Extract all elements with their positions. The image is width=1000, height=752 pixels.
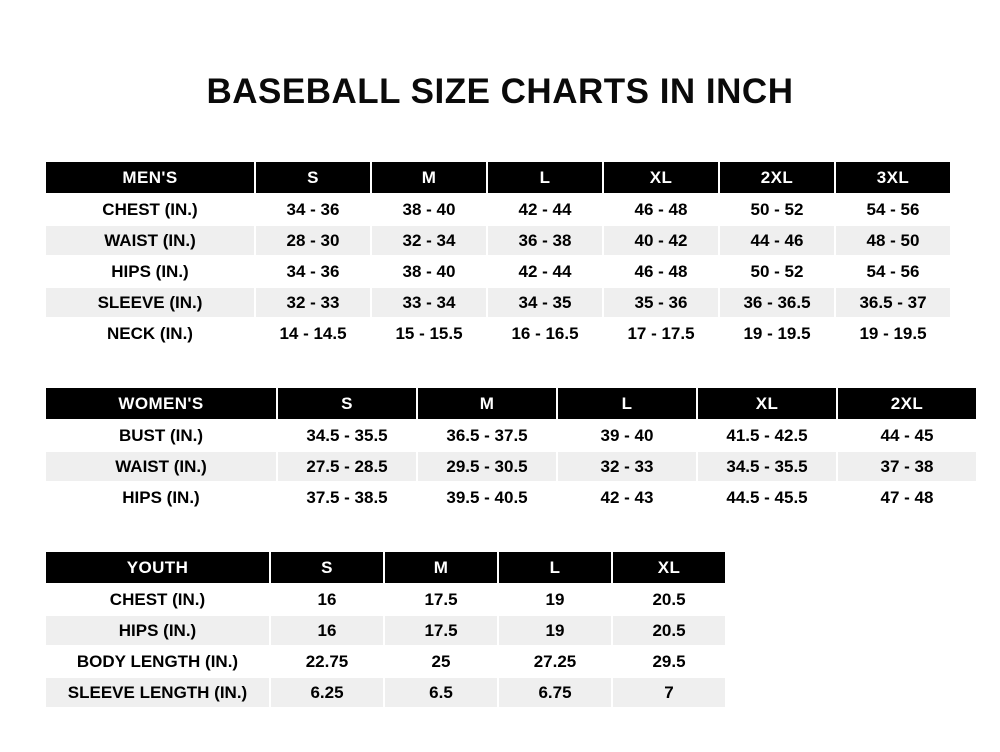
table-cell: 34 - 35	[487, 287, 603, 318]
table-cell: 28 - 30	[255, 225, 371, 256]
row-label: HIPS (IN.)	[45, 482, 277, 513]
row-label: SLEEVE (IN.)	[45, 287, 255, 318]
table-header-row	[45, 551, 726, 584]
table-cell: 37 - 38	[837, 451, 977, 482]
column-header: S	[255, 161, 371, 194]
table-cell: 39.5 - 40.5	[417, 482, 557, 513]
table-cell: 19 - 19.5	[719, 318, 835, 349]
row-label: CHEST (IN.)	[45, 194, 255, 225]
table-cell: 42 - 43	[557, 482, 697, 513]
column-header: XL	[603, 161, 719, 194]
table-cell: 40 - 42	[603, 225, 719, 256]
table-row	[45, 194, 951, 225]
table-cell: 54 - 56	[835, 256, 951, 287]
column-header: L	[487, 161, 603, 194]
table-cell: 41.5 - 42.5	[697, 420, 837, 451]
tables-container	[0, 160, 1000, 709]
table-header-row	[45, 161, 951, 194]
column-header: S	[270, 551, 384, 584]
table-cell: 50 - 52	[719, 256, 835, 287]
womens-size-table	[44, 386, 978, 514]
table-cell: 34 - 36	[255, 194, 371, 225]
table-row	[45, 225, 951, 256]
table-cell: 39 - 40	[557, 420, 697, 451]
table-cell: 25	[384, 646, 498, 677]
column-header: S	[277, 387, 417, 420]
table-cell: 6.75	[498, 677, 612, 708]
table-cell: 44 - 46	[719, 225, 835, 256]
row-label: HIPS (IN.)	[45, 256, 255, 287]
table-row	[45, 677, 726, 708]
row-label: WAIST (IN.)	[45, 225, 255, 256]
row-label: WAIST (IN.)	[45, 451, 277, 482]
mens-table-head	[45, 161, 951, 194]
table-cell: 27.25	[498, 646, 612, 677]
womens-table-body	[45, 420, 977, 513]
table-cell: 29.5	[612, 646, 726, 677]
table-cell: 29.5 - 30.5	[417, 451, 557, 482]
table-row	[45, 420, 977, 451]
table-cell: 6.25	[270, 677, 384, 708]
row-label: BUST (IN.)	[45, 420, 277, 451]
table-cell: 19	[498, 615, 612, 646]
table-cell: 38 - 40	[371, 256, 487, 287]
table-cell: 16	[270, 615, 384, 646]
table-cell: 46 - 48	[603, 194, 719, 225]
table-cell: 42 - 44	[487, 194, 603, 225]
table-cell: 32 - 33	[557, 451, 697, 482]
column-header: M	[384, 551, 498, 584]
table-cell: 38 - 40	[371, 194, 487, 225]
table-cell: 15 - 15.5	[371, 318, 487, 349]
table-cell: 42 - 44	[487, 256, 603, 287]
table-row	[45, 615, 726, 646]
youth-size-table	[44, 550, 727, 709]
column-header: M	[417, 387, 557, 420]
table-cell: 20.5	[612, 615, 726, 646]
row-label: HIPS (IN.)	[45, 615, 270, 646]
table-cell: 36 - 36.5	[719, 287, 835, 318]
table-cell: 32 - 34	[371, 225, 487, 256]
column-header: XL	[697, 387, 837, 420]
table-cell: 34 - 36	[255, 256, 371, 287]
row-label: SLEEVE LENGTH (IN.)	[45, 677, 270, 708]
table-row	[45, 287, 951, 318]
table-cell: 36.5 - 37.5	[417, 420, 557, 451]
table-cell: 35 - 36	[603, 287, 719, 318]
table-cell: 36.5 - 37	[835, 287, 951, 318]
table-cell: 16 - 16.5	[487, 318, 603, 349]
table-row	[45, 482, 977, 513]
table-row	[45, 646, 726, 677]
column-header: XL	[612, 551, 726, 584]
table-cell: 34.5 - 35.5	[697, 451, 837, 482]
table-cell: 36 - 38	[487, 225, 603, 256]
table-cell: 44.5 - 45.5	[697, 482, 837, 513]
mens-size-table	[44, 160, 952, 350]
table-cell: 27.5 - 28.5	[277, 451, 417, 482]
table-cell: 37.5 - 38.5	[277, 482, 417, 513]
row-label: NECK (IN.)	[45, 318, 255, 349]
table-cell: 50 - 52	[719, 194, 835, 225]
table-cell: 17.5	[384, 584, 498, 615]
page-title: BASEBALL SIZE CHARTS IN INCH	[206, 72, 794, 111]
column-header: L	[557, 387, 697, 420]
table-cell: 33 - 34	[371, 287, 487, 318]
table-row	[45, 318, 951, 349]
table-cell: 48 - 50	[835, 225, 951, 256]
womens-table-head	[45, 387, 977, 420]
table-cell: 22.75	[270, 646, 384, 677]
table-cell: 54 - 56	[835, 194, 951, 225]
youth-table-head	[45, 551, 726, 584]
table-cell: 17.5	[384, 615, 498, 646]
table-cell: 19	[498, 584, 612, 615]
table-cell: 17 - 17.5	[603, 318, 719, 349]
column-header: WOMEN'S	[45, 387, 277, 420]
table-row	[45, 584, 726, 615]
youth-table-body	[45, 584, 726, 708]
table-cell: 47 - 48	[837, 482, 977, 513]
table-cell: 44 - 45	[837, 420, 977, 451]
table-cell: 7	[612, 677, 726, 708]
column-header: 2XL	[719, 161, 835, 194]
column-header: YOUTH	[45, 551, 270, 584]
table-cell: 32 - 33	[255, 287, 371, 318]
column-header: 2XL	[837, 387, 977, 420]
column-header: M	[371, 161, 487, 194]
column-header: 3XL	[835, 161, 951, 194]
column-header: L	[498, 551, 612, 584]
column-header: MEN'S	[45, 161, 255, 194]
table-header-row	[45, 387, 977, 420]
table-row	[45, 451, 977, 482]
row-label: BODY LENGTH (IN.)	[45, 646, 270, 677]
table-row	[45, 256, 951, 287]
table-cell: 34.5 - 35.5	[277, 420, 417, 451]
row-label: CHEST (IN.)	[45, 584, 270, 615]
table-cell: 16	[270, 584, 384, 615]
table-cell: 46 - 48	[603, 256, 719, 287]
table-cell: 20.5	[612, 584, 726, 615]
table-cell: 14 - 14.5	[255, 318, 371, 349]
table-cell: 19 - 19.5	[835, 318, 951, 349]
mens-table-body	[45, 194, 951, 349]
table-cell: 6.5	[384, 677, 498, 708]
